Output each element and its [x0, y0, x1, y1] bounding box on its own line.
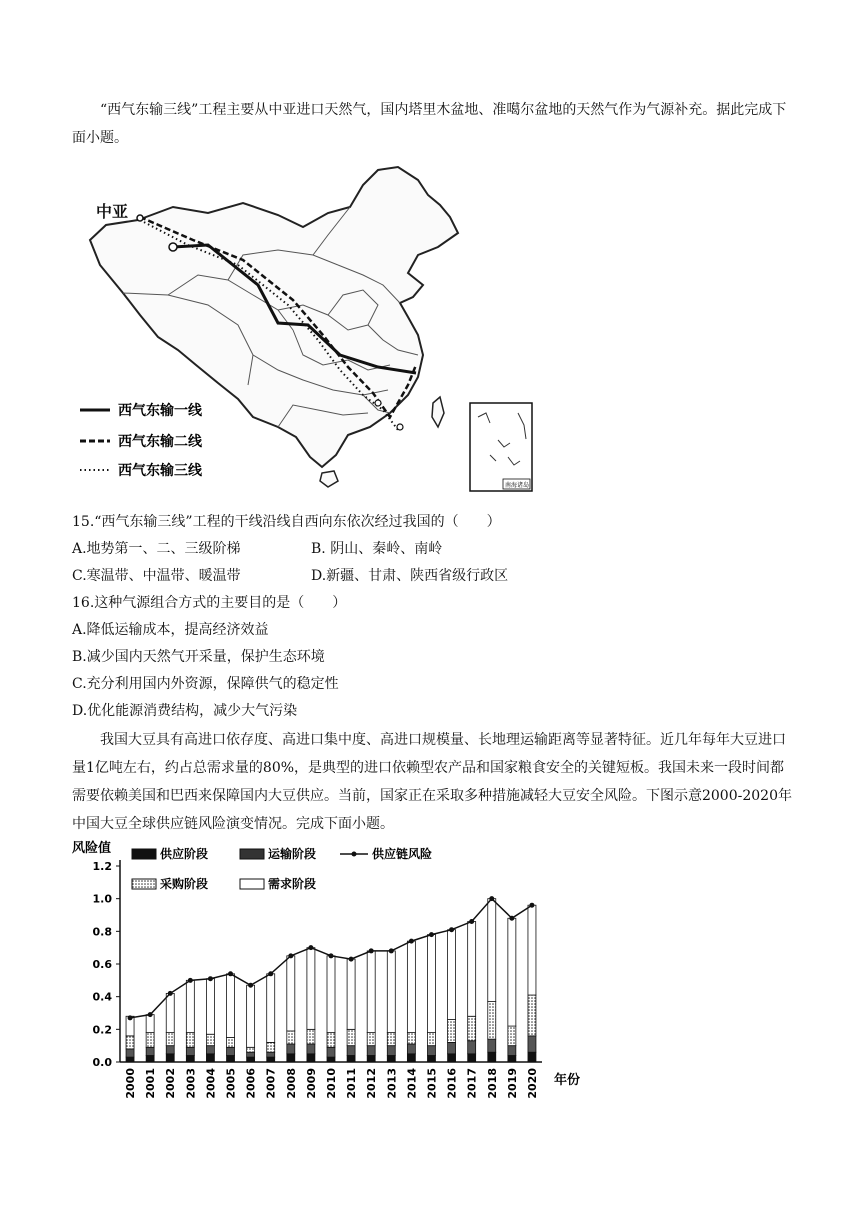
bar-supply	[327, 1057, 335, 1062]
risk-point	[409, 939, 414, 944]
risk-point	[268, 971, 273, 976]
risk-point	[509, 916, 514, 921]
bar-supply	[146, 1055, 154, 1062]
risk-point	[188, 978, 193, 983]
x-tick-label: 2010	[325, 1068, 338, 1099]
x-tick-label: 2003	[184, 1068, 198, 1099]
x-tick-label: 2019	[505, 1068, 519, 1099]
bar-demand	[307, 948, 315, 1030]
legend-transport-swatch	[240, 849, 264, 859]
bar-demand	[528, 905, 536, 995]
risk-point	[449, 927, 454, 932]
bar-demand	[347, 959, 355, 1029]
x-tick-label: 2007	[264, 1068, 278, 1099]
y-tick-label: 1.0	[92, 892, 112, 906]
bar-transport	[508, 1046, 516, 1056]
bar-supply	[206, 1054, 214, 1062]
x-tick-label: 2018	[485, 1068, 499, 1099]
bar-purchase	[387, 1033, 395, 1046]
x-tick-label: 2017	[465, 1068, 479, 1099]
bar-purchase	[247, 1047, 255, 1052]
bar-demand	[407, 941, 415, 1032]
risk-point	[349, 957, 354, 962]
y-tick-label: 0.0	[92, 1056, 112, 1069]
bar-transport	[146, 1047, 154, 1055]
x-tick-label: 2011	[345, 1068, 359, 1099]
bar-purchase	[367, 1033, 375, 1046]
inset-label: 南海诸岛	[505, 482, 530, 489]
bar-transport	[468, 1041, 476, 1054]
bar-supply	[287, 1054, 295, 1062]
bar-transport	[327, 1047, 335, 1057]
station-marker-1	[375, 400, 381, 406]
bar-transport	[367, 1046, 375, 1056]
central-asia-marker	[137, 215, 143, 221]
bar-transport	[307, 1044, 315, 1054]
risk-point	[208, 976, 213, 981]
q16-option-d: D.优化能源消费结构，减少大气污染	[72, 703, 298, 719]
bar-transport	[126, 1049, 134, 1057]
q16-option-c: C.充分利用国内外资源，保障供气的稳定性	[72, 676, 339, 692]
chart-legend	[132, 846, 432, 891]
bar-transport	[166, 1046, 174, 1054]
bar-purchase	[488, 1002, 496, 1040]
bar-purchase	[327, 1033, 335, 1048]
bar-purchase	[267, 1042, 275, 1052]
bar-demand	[327, 956, 335, 1033]
bar-transport	[267, 1052, 275, 1057]
bar-supply	[347, 1055, 355, 1062]
q16-option-b: B.减少国内天然气开采量，保护生态环境	[72, 649, 325, 665]
bar-supply	[448, 1054, 456, 1062]
risk-point	[248, 983, 253, 988]
risk-point	[389, 948, 394, 953]
bar-purchase	[186, 1033, 194, 1048]
bar-purchase	[407, 1033, 415, 1044]
bar-purchase	[287, 1031, 295, 1044]
bar-purchase	[126, 1036, 134, 1049]
bar-supply	[407, 1054, 415, 1062]
bar-supply	[387, 1055, 395, 1062]
bar-demand	[367, 951, 375, 1033]
x-tick-label: 2012	[365, 1068, 379, 1099]
y-tick-label: 0.8	[92, 925, 112, 939]
legend-supply-swatch	[132, 849, 156, 859]
bar-supply	[468, 1054, 476, 1062]
bar-supply	[267, 1057, 275, 1062]
q16-stem: 16.这种气源组合方式的主要目的是（ ）	[72, 595, 347, 611]
bar-supply	[247, 1057, 255, 1062]
bar-purchase	[508, 1026, 516, 1046]
china-map-svg	[78, 155, 548, 500]
south-sea-inset	[470, 403, 532, 491]
bar-demand	[427, 935, 435, 1033]
y-axis-title: 风险值	[72, 841, 112, 856]
risk-point	[288, 953, 293, 958]
bar-demand	[387, 951, 395, 1033]
risk-point	[429, 932, 434, 937]
bar-demand	[468, 922, 476, 1017]
bar-purchase	[347, 1029, 355, 1045]
bar-demand	[166, 993, 174, 1032]
bar-supply	[528, 1052, 536, 1062]
legend-line-2: 西气东输二线	[118, 434, 202, 450]
legend-risk-dot	[352, 852, 357, 857]
x-tick-label: 2001	[144, 1068, 158, 1099]
bar-purchase	[227, 1038, 235, 1048]
bar-transport	[227, 1047, 235, 1055]
risk-chart-svg	[72, 838, 592, 1108]
bar-transport	[287, 1044, 295, 1054]
legend-purchase-swatch	[132, 879, 156, 889]
q15-option-a: A.地势第一、二、三级阶梯	[72, 541, 241, 557]
map-legend	[80, 402, 203, 479]
bar-transport	[206, 1046, 214, 1054]
bar-purchase	[427, 1033, 435, 1046]
risk-point	[369, 948, 374, 953]
bar-demand	[267, 974, 275, 1043]
x-axis-title: 年份	[554, 1073, 581, 1088]
x-tick-label: 2009	[304, 1068, 318, 1099]
q15-option-c: C.寒温带、中温带、暖温带	[72, 568, 241, 584]
bar-supply	[488, 1052, 496, 1062]
bar-purchase	[307, 1029, 315, 1044]
q15-option-d: D.新疆、甘肃、陕西省级行政区	[311, 568, 509, 584]
bar-purchase	[206, 1034, 214, 1045]
legend-demand-label: 需求阶段	[268, 877, 317, 891]
pipeline-map	[78, 155, 548, 500]
bar-transport	[528, 1036, 536, 1052]
legend-risk-label: 供应链风险	[372, 847, 433, 861]
x-tick-label: 2014	[405, 1068, 419, 1099]
bar-purchase	[528, 995, 536, 1036]
bar-demand	[448, 930, 456, 1020]
bar-supply	[367, 1055, 375, 1062]
bar-transport	[247, 1052, 255, 1057]
bar-demand	[206, 979, 214, 1035]
bar-demand	[508, 918, 516, 1026]
x-tick-label: 2015	[425, 1068, 439, 1099]
x-tick-label: 2006	[244, 1068, 258, 1099]
bar-transport	[488, 1039, 496, 1052]
bar-demand	[227, 974, 235, 1038]
risk-point	[329, 953, 334, 958]
label-central-asia: 中亚	[96, 202, 129, 221]
x-tick-label: 2020	[525, 1068, 539, 1099]
risk-point	[308, 945, 313, 950]
bar-demand	[488, 899, 496, 1002]
bar-supply	[126, 1057, 134, 1062]
y-tick-label: 1.2	[92, 860, 112, 873]
legend-demand-swatch	[240, 879, 264, 889]
bar-transport	[186, 1047, 194, 1055]
risk-point	[128, 1015, 133, 1020]
line1-start-marker	[169, 243, 177, 251]
q15-option-b: B. 阴山、秦岭、南岭	[311, 541, 443, 557]
risk-point	[168, 991, 173, 996]
legend-line-3: 西气东输三线	[118, 463, 202, 479]
bar-demand	[186, 980, 194, 1032]
bar-supply	[166, 1054, 174, 1062]
bar-purchase	[146, 1033, 154, 1048]
hainan-island	[320, 471, 338, 487]
bar-purchase	[166, 1033, 174, 1046]
bar-supply	[427, 1055, 435, 1062]
risk-chart	[72, 838, 592, 1108]
x-tick-label: 2002	[164, 1068, 178, 1099]
bar-supply	[186, 1055, 194, 1062]
bar-purchase	[468, 1016, 476, 1040]
intro-paragraph-1: “西气东输三线”工程主要从中亚进口天然气，国内塔里木盆地、准噶尔盆地的天然气作为气源补充。据此完成下面小题。	[72, 102, 787, 146]
x-tick-label: 2013	[385, 1068, 399, 1099]
station-marker-2	[397, 424, 403, 430]
y-tick-label: 0.4	[92, 990, 112, 1004]
x-tick-label: 2005	[224, 1068, 238, 1099]
risk-point	[529, 903, 534, 908]
risk-point	[489, 896, 494, 901]
x-tick-label: 2016	[445, 1068, 459, 1099]
q16-option-a: A.降低运输成本，提高经济效益	[72, 622, 269, 638]
bar-transport	[448, 1042, 456, 1053]
legend-purchase-label: 采购阶段	[160, 877, 209, 891]
bar-demand	[247, 985, 255, 1047]
x-tick-label: 2004	[204, 1068, 218, 1099]
q15-stem: 15.“西气东输三线”工程的干线沿线自西向东依次经过我国的（ ）	[72, 514, 501, 530]
bar-transport	[407, 1044, 415, 1054]
bar-supply	[227, 1055, 235, 1062]
bar-transport	[347, 1046, 355, 1056]
risk-point	[228, 971, 233, 976]
x-tick-label: 2000	[124, 1068, 138, 1099]
x-tick-label: 2008	[284, 1068, 298, 1099]
legend-transport-label: 运输阶段	[268, 847, 317, 861]
legend-supply-label: 供应阶段	[160, 847, 209, 861]
y-tick-label: 0.6	[92, 958, 112, 971]
risk-point	[469, 919, 474, 924]
taiwan-island	[432, 397, 444, 427]
y-tick-label: 0.2	[92, 1023, 112, 1037]
bar-supply	[508, 1055, 516, 1062]
intro-paragraph-2: 我国大豆具有高进口依存度、高进口集中度、高进口规模量、长地理运输距离等显著特征。近几年每年大豆进口量1亿吨左右，约占总需求量的80%，是典型的进口依赖型农产品和国家粮食安全的关键短板。我国未来一段时间都需要依赖美国和巴西来保障国内大豆供应。当前，国家正在采取多种措施减轻大豆安全风险。下图示意2000-2020年中国大豆全球供应链风险演变情况。完成下面小题。	[72, 732, 792, 832]
bar-purchase	[448, 1020, 456, 1043]
bar-transport	[387, 1046, 395, 1056]
bar-demand	[287, 956, 295, 1031]
legend-line-1: 西气东输一线	[118, 403, 202, 419]
bar-supply	[307, 1054, 315, 1062]
bar-demand	[146, 1015, 154, 1033]
risk-point	[148, 1012, 153, 1017]
chart-bars	[126, 899, 536, 1062]
bar-transport	[427, 1046, 435, 1056]
